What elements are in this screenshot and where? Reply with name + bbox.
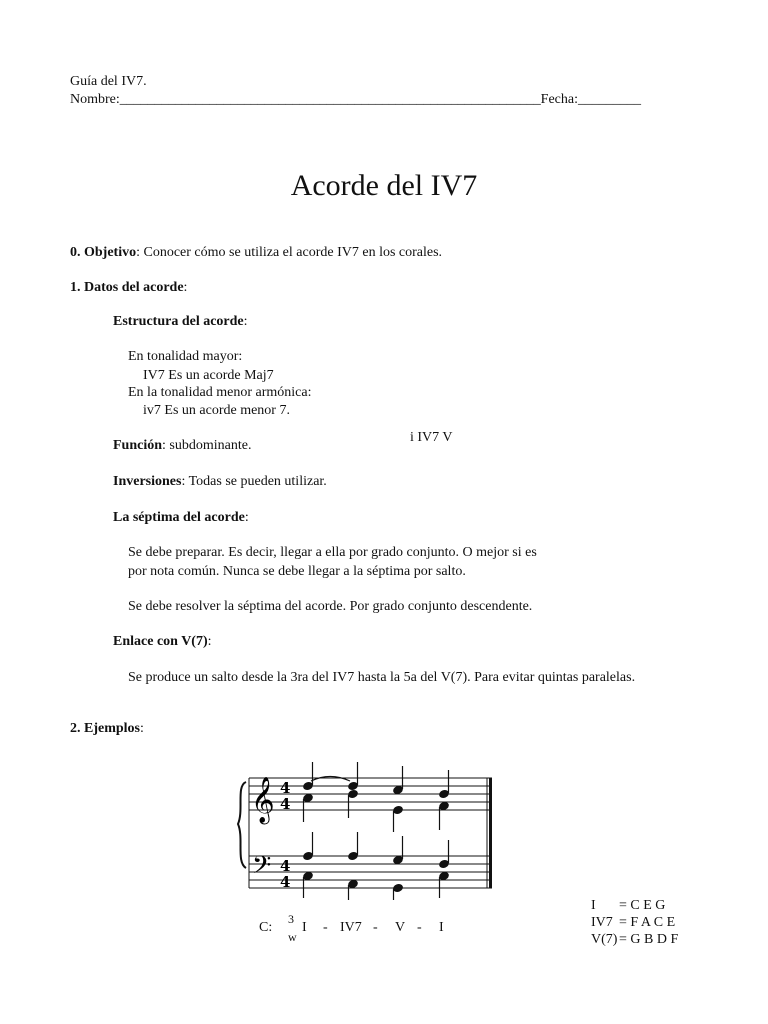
page-title: Acorde del IV7 [290, 169, 478, 202]
minor-text: iv7 Es un acorde menor 7. [143, 403, 290, 418]
objective-row [70, 245, 442, 261]
numeral-3: V [395, 920, 406, 935]
key-label: C: [259, 920, 273, 935]
major-text: IV7 Es un acorde Maj7 [143, 368, 274, 383]
name-row [70, 92, 641, 108]
link-text: Se produce un salto desde la 3ra del IV7 hasta la 5a del V(7). Para evitar quintas paralelas. [128, 670, 636, 685]
objective-text: : Conocer cómo se utiliza el acorde IV7 en los corales. [136, 245, 443, 260]
seventh-p1-line2: por nota común. Nunca se debe llegar a la séptima por salto. [128, 564, 466, 579]
numeral-sep-3: - [417, 920, 422, 935]
chord-name: V(7) [591, 932, 618, 947]
major-label: En tonalidad mayor: [128, 349, 243, 364]
seventh-p2: Se debe resolver la séptima del acorde. Por grado conjunto descendente. [128, 599, 533, 614]
numeral-2: IV7 [340, 920, 362, 935]
numeral-4: I [439, 920, 444, 935]
data-label: 1. Datos del acorde [70, 280, 184, 295]
numeral-sep-1: - [323, 920, 328, 935]
name-label: Nombre: [70, 92, 120, 107]
minor-label: En la tonalidad menor armónica: [128, 385, 312, 400]
numeral-sep-2: - [373, 920, 378, 935]
chord-table-row [591, 931, 678, 948]
structure-label: Estructura del acorde [113, 314, 244, 329]
chord-table-row [591, 897, 678, 914]
function-progression: i IV7 V [410, 430, 453, 445]
data-heading [70, 280, 187, 296]
treble-time-bottom: 4 [280, 795, 291, 813]
examples-heading [70, 721, 144, 737]
seventh-p1-line1: Se debe preparar. Es decir, llegar a ella por grado conjunto. O mejor si es [128, 545, 537, 560]
link-colon: : [207, 634, 212, 649]
inversions-text: : Todas se pueden utilizar. [181, 474, 327, 489]
tie [311, 777, 350, 782]
function-row [113, 438, 251, 454]
objective-label: 0. Objetivo [70, 245, 137, 260]
seventh-colon: : [244, 510, 249, 525]
treble-clef-icon: 𝄞 [251, 777, 275, 823]
chord-name: I [591, 898, 596, 913]
treble-time-top: 4 [280, 779, 291, 797]
date-label: Fecha: [540, 92, 578, 107]
chord-notes: = G B D F [619, 932, 679, 947]
structure-colon: : [243, 314, 248, 329]
data-colon: : [183, 280, 188, 295]
examples-label: 2. Ejemplos [70, 721, 140, 736]
chord-notes: = C E G [619, 898, 666, 913]
function-label: Función [113, 438, 163, 453]
structure-heading [113, 314, 248, 330]
grand-staff-brace [238, 782, 246, 868]
seventh-heading [113, 510, 249, 526]
chord-2 [347, 762, 359, 900]
music-score [200, 760, 500, 900]
bass-time-top: 4 [280, 857, 291, 875]
bass-clef-icon: 𝄢 [252, 851, 272, 886]
function-text: : subdominante. [162, 438, 252, 453]
bass-time-bottom: 4 [280, 873, 291, 891]
figure-top: 3 [288, 912, 294, 926]
seventh-label: La séptima del acorde [113, 510, 245, 525]
link-heading [113, 634, 212, 650]
inversions-row [113, 474, 327, 490]
numeral-1: I [302, 920, 307, 935]
inversions-label: Inversiones [113, 474, 182, 489]
link-label: Enlace con V(7) [113, 634, 208, 649]
chord-table-row [591, 914, 678, 931]
examples-colon: : [140, 721, 144, 736]
figure-bottom: w [288, 930, 297, 944]
chord-notes: = F A C E [619, 915, 676, 930]
chord-1 [302, 762, 314, 898]
name-input-line[interactable]: _____________________________________________________________ [119, 92, 541, 107]
chord-name: IV7 [591, 915, 613, 930]
date-input-line[interactable]: _________ [578, 92, 641, 107]
chord-4 [438, 770, 450, 898]
guide-title: Guía del IV7. [70, 74, 147, 89]
chord-table [591, 897, 678, 948]
